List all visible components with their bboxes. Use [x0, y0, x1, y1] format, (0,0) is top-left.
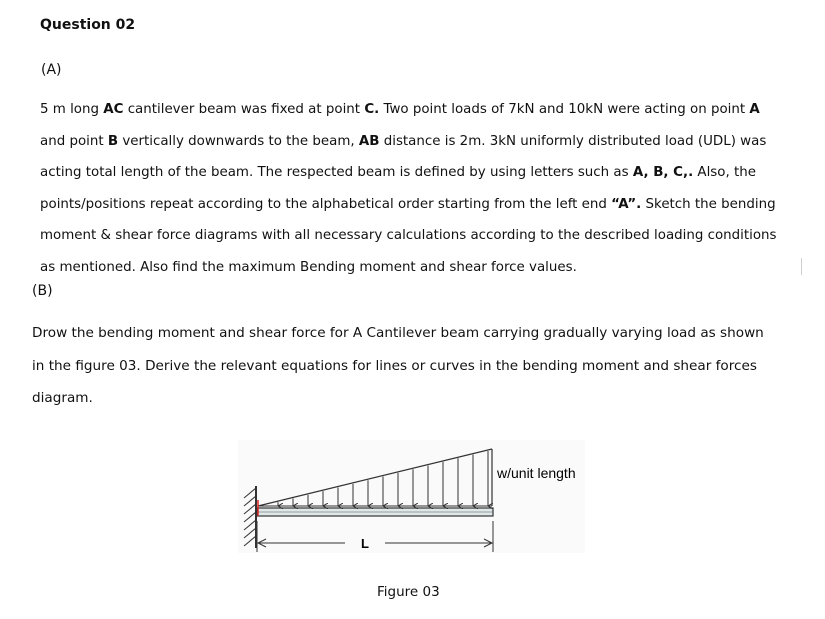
- text-run: points/positions repeat according to the alphabetical order starting from the left end: [40, 196, 612, 212]
- load-label: w/unit length: [497, 465, 576, 481]
- span-label: L: [361, 536, 369, 551]
- part-b-label: (B): [32, 283, 53, 299]
- part-a-label: (A): [41, 62, 62, 78]
- text-run: and point: [40, 133, 108, 149]
- part-a-line: [40, 189, 800, 221]
- part-b-line: in the figure 03. Derive the relevant equations for lines or curves in the bending moment and shear forces: [32, 357, 757, 374]
- text-run: Also, the: [693, 165, 756, 180]
- figure-caption: Figure 03: [377, 584, 440, 600]
- text-run: Sketch the bending: [641, 196, 776, 212]
- part-a-line: [40, 252, 800, 284]
- part-a-line: [40, 157, 800, 189]
- text-run: vertically downwards to the beam,: [118, 133, 359, 149]
- text-run: Two point loads of 7kN and 10kN were acting on point: [379, 102, 750, 117]
- text-run: distance is 2m. 3kN uniformly distributed load (UDL) was: [379, 133, 767, 149]
- text-run: acting total length of the beam. The respected beam is defined by using letters such as: [40, 165, 633, 180]
- cantilever-figure: [230, 436, 600, 561]
- part-b-line: Drow the bending moment and shear force for A Cantilever beam carrying gradually varying load as shown: [32, 325, 764, 341]
- span-dimension: [257, 521, 493, 552]
- bold-term: A: [749, 102, 760, 117]
- question-heading: Question 02: [40, 17, 136, 33]
- part-a-line: [40, 126, 800, 158]
- bold-term: “A”.: [611, 196, 642, 212]
- part-b-paragraph: [32, 317, 802, 415]
- bold-term: C.: [364, 102, 380, 117]
- part-a-line: [40, 220, 800, 252]
- part-a-line: [40, 94, 800, 126]
- fixed-support: [244, 486, 256, 548]
- text-run: moment & shear force diagrams with all necessary calculations according to the described loading conditions: [40, 228, 777, 243]
- side-margin-mark: [801, 258, 802, 275]
- beam: [257, 508, 493, 516]
- bold-term: AC: [103, 102, 124, 117]
- text-run: as mentioned. Also find the maximum Bending moment and shear force values.: [40, 259, 577, 275]
- part-b-line: diagram.: [32, 390, 93, 406]
- bold-term: B: [107, 133, 119, 149]
- text-run: 5 m long: [40, 102, 104, 117]
- bold-term: A, B, C,.: [632, 165, 694, 180]
- bold-term: AB: [358, 133, 380, 149]
- triangular-load: [258, 449, 492, 506]
- part-a-paragraph: [40, 94, 800, 283]
- text-run: cantilever beam was fixed at point: [123, 102, 365, 117]
